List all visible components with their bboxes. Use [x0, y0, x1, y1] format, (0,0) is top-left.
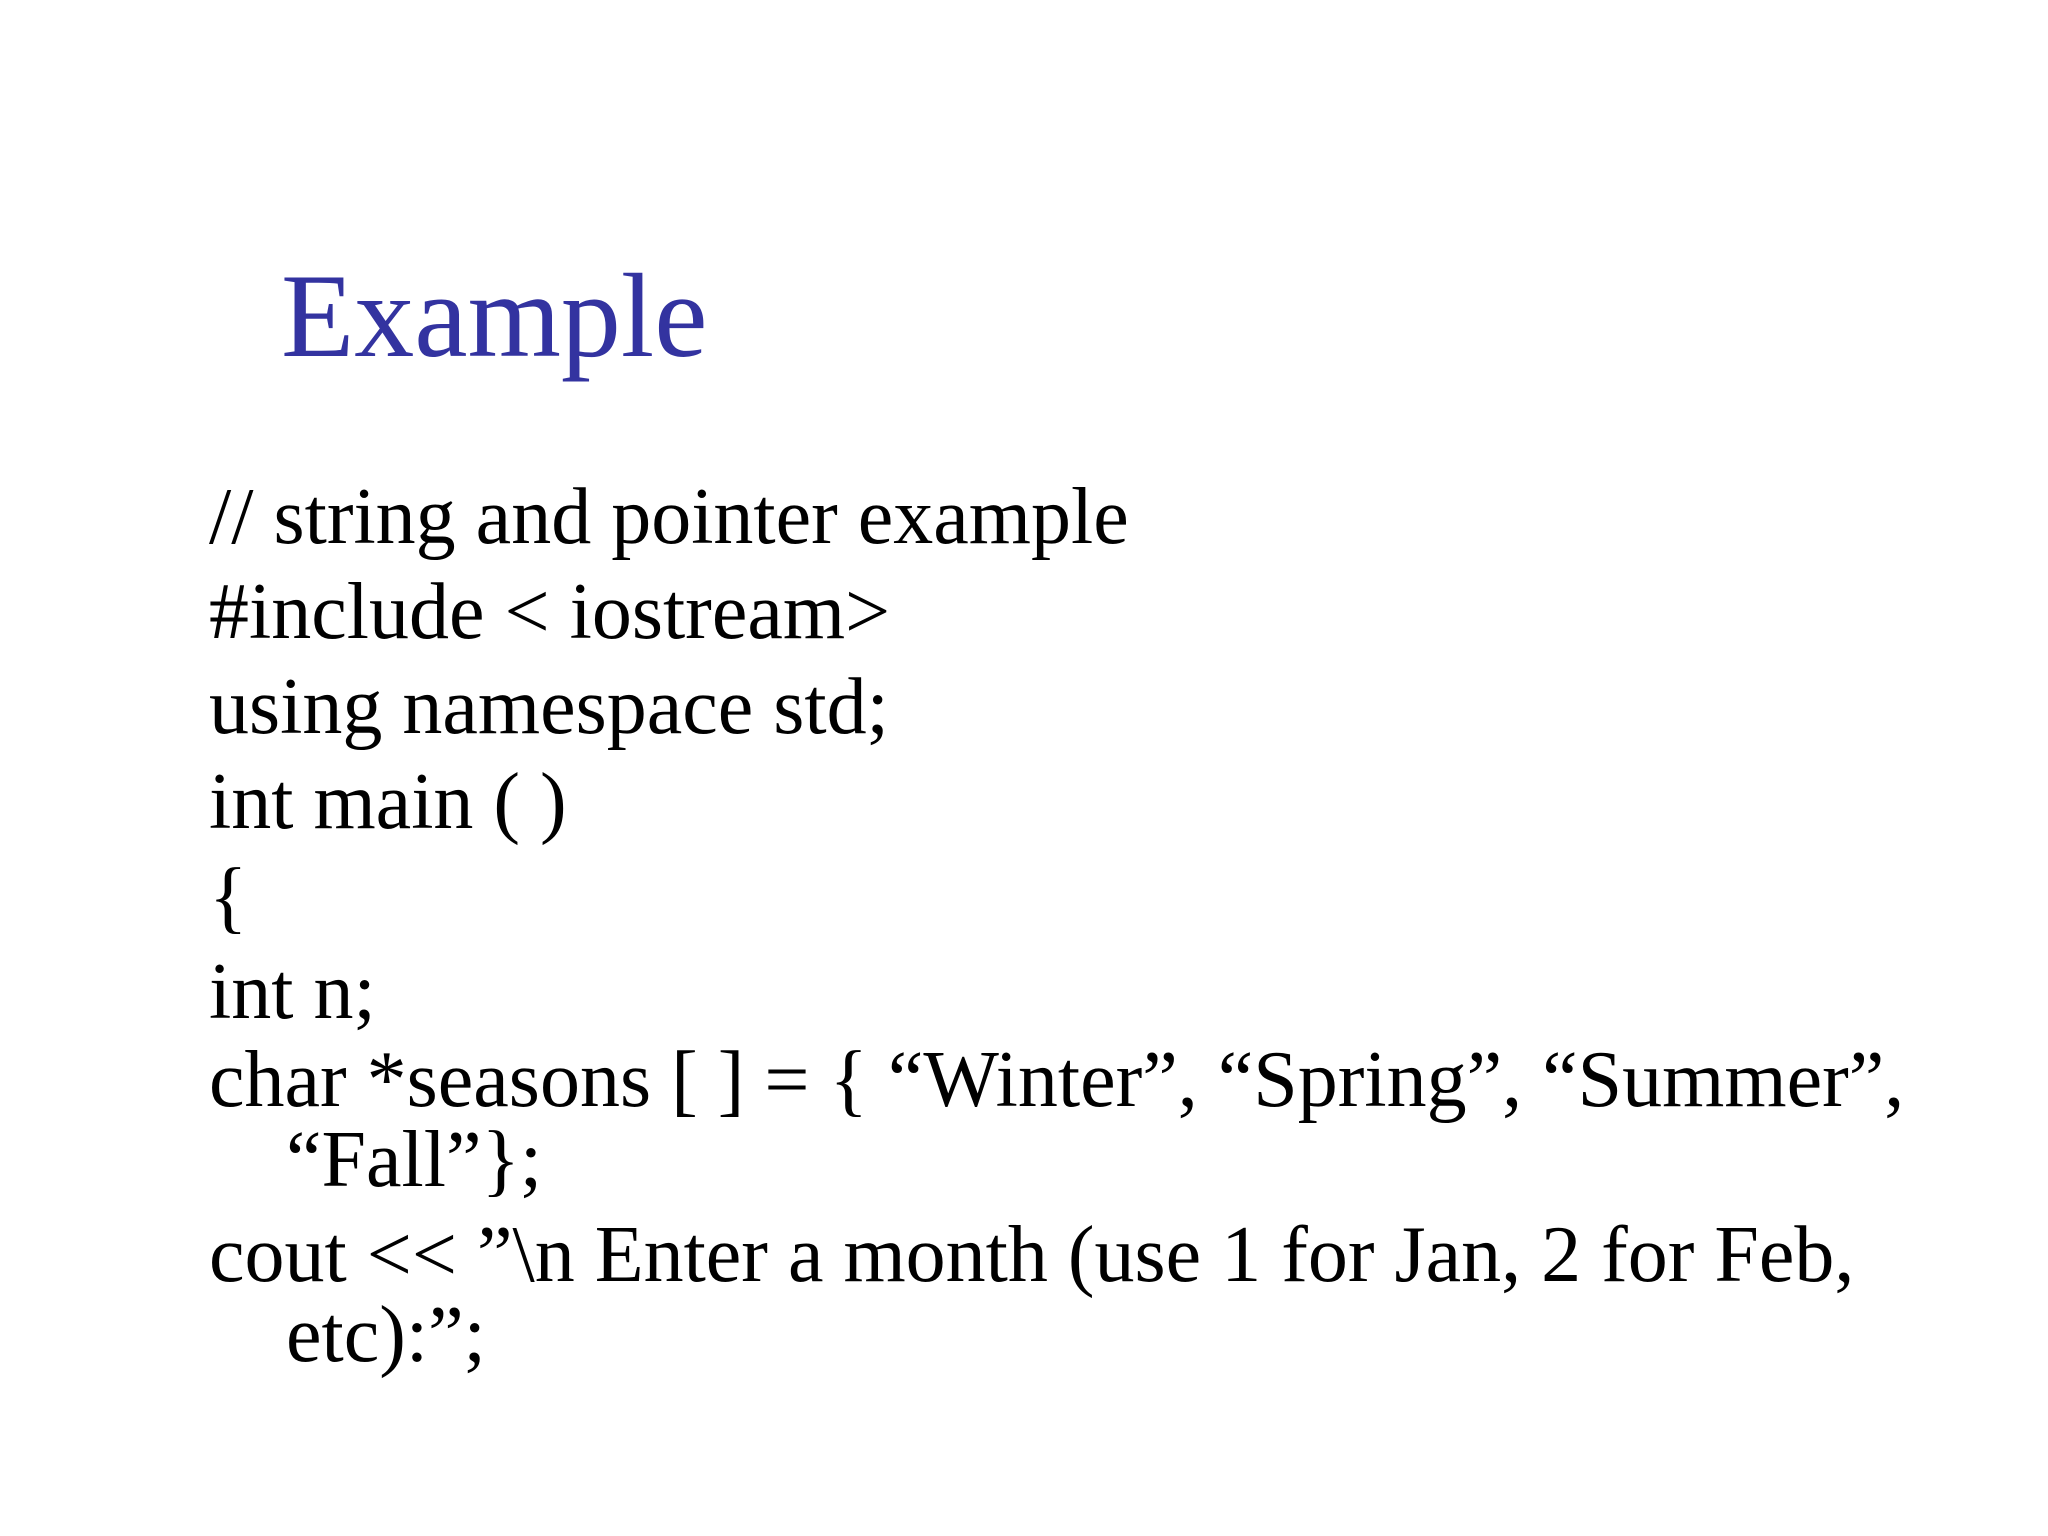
- code-line-comment: // string and pointer example: [209, 473, 1129, 561]
- code-line-int-declaration: int n;: [209, 948, 376, 1036]
- code-line-open-brace: {: [209, 853, 248, 941]
- code-line-cout-prompt: cout << ”\n Enter a month (use 1 for Jan, 2 for Feb, etc):”;: [209, 1211, 1855, 1379]
- slide-title: Example: [281, 249, 708, 382]
- code-line-seasons-array: char *seasons [ ] = { “Winter”, “Spring”, “Summer”, “Fall”};: [209, 1036, 1905, 1204]
- code-listing: [209, 470, 1949, 1390]
- code-line-main-signature: int main ( ): [209, 758, 567, 846]
- code-line-namespace: using namespace std;: [209, 663, 889, 751]
- code-line-include: #include < iostream>: [209, 568, 891, 656]
